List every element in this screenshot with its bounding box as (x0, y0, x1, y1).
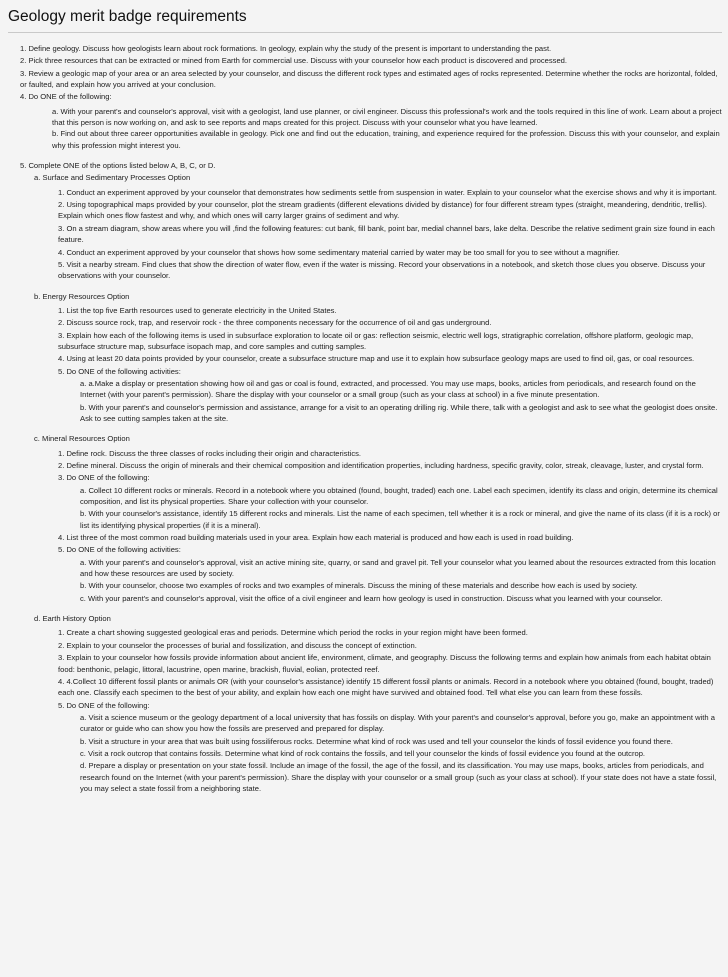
requirement-2: 2. Pick three resources that can be extracted or mined from Earth for commercial use. Discuss with your counselor how each product is discovered and processed. (20, 56, 568, 66)
page-title: Geology merit badge requirements (8, 8, 722, 33)
option-c-activity: a. With your parent's and counselor's approval, visit an active mining site, quarry, or sand and gravel pit. Tell your counselor what you learned about the resources extracted from this location and how these resources are used by society. (80, 557, 716, 579)
option-c-activity: b. With your counselor, choose two examples of rocks and two examples of minerals. Discuss the mining of these materials and describe how each is used by society. (80, 581, 638, 591)
requirement-3: 3. Review a geologic map of your area or an area selected by your counselor, and discuss the different rock types and estimated ages of rocks represented. Determine whether the rocks are horizontal, folded, or faulted, and explain how you arrived at your conclusion. (20, 68, 718, 90)
option-a-item: 1. Conduct an experiment approved by your counselor that demonstrates how sediments settle from suspension in water. Explain to your counselor what the exercise shows and why it is important. (58, 187, 717, 197)
option-d-activity: d. Prepare a display or presentation on your state fossil. Include an image of the fossil, the age of the fossil, and its classification. You may use maps, books, articles from periodicals, and research found on the Internet (with your parent's permission). Share the display with your counselor or a small group (such as your class at school). If your state does not have a state fossil, you may select a state fossil from a neighboring state. (80, 761, 717, 793)
option-b-activity: b. With your parent's and counselor's permission and assistance, arrange for a visit to an operating drilling rig. While there, talk with a geologist and ask to see what the geologist does onsite. Ask to see cutting samples taken at the site. (80, 402, 718, 423)
option-c-items (58, 448, 722, 604)
option-b-item: 3. Explain how each of the following items is used in subsurface exploration to locate oil or gas: reflection seismic, electric well logs, stratigraphic correlation, offshore platform, geologic map, subsurface structure map, subsurface isopach map, and core samples and cutting samples. (58, 330, 694, 351)
requirement-5: 5. Complete ONE of the options listed below A, B, C, or D. (20, 161, 216, 171)
option-c-item: 1. Define rock. Discuss the three classes of rocks including their origin and characteristics. (58, 448, 362, 458)
option-c-title: c. Mineral Resources Option (34, 434, 130, 444)
option-a-item: 5. Visit a nearby stream. Find clues that show the direction of water flow, even if the water is missing. Record your observations in a notebook, and sketch those clues you observe. Discuss your observations with your counselor. (58, 259, 706, 281)
option-d-activity: a. Visit a science museum or the geology department of a local university that has fossils on display. With your parent's and counselor's approval, before you go, make an appointment with a curator or guide who can show you how the fossils are preserved and prepared for display. (80, 712, 715, 734)
option-d-item: 5. Do ONE of the following: (58, 700, 150, 710)
option-a-item: 4. Conduct an experiment approved by your counselor that shows how some sedimentary material carried by water may be too small for you to see without a magnifier. (58, 247, 620, 257)
requirements-content (6, 43, 722, 794)
option-a-items (58, 187, 722, 282)
option-d-title: d. Earth History Option (34, 614, 111, 624)
option-d-activity: c. Visit a rock outcrop that contains fossils. Determine what kind of rock contains the fossils, and tell your counselor the kinds of fossil evidence you found at the outcrop. (80, 748, 646, 758)
option-c-item: 5. Do ONE of the following activities: (58, 545, 181, 555)
requirement-4-heading: 4. Do ONE of the following: (20, 92, 112, 102)
option-c-item: 3. Do ONE of the following: (58, 473, 150, 483)
option-d-item: 3. Explain to your counselor how fossils provide information about ancient life, environment, climate, and geography. Discuss the following terms and explain how animals from each habitat obtain food: benthonic, pelagic, littoral, lacustrine, open marine, brackish, fluvial, eolian, protected reef. (58, 653, 711, 674)
option-c-activity: a. Collect 10 different rocks or minerals. Record in a notebook where you obtained (found, bought, traded) each one. Label each specimen, identify its class and origin, determine its chemical composition, and list its physical properties. Share your collection with your counselor. (80, 485, 718, 507)
option-b-item: 4. Using at least 20 data points provided by your counselor, create a subsurface structure map and use it to explain how subsurface geology maps are used to find oil, gas, or coal resources. (58, 354, 695, 364)
option-a-item: 2. Using topographical maps provided by your counselor, plot the stream gradients (different elevations divided by distance) for four different stream types (straight, meandering, dendritic, trellis). Explain which ones flow fastest and why, and which ones will carry larger grains of sediment and why. (58, 200, 707, 221)
option-b-item: 5. Do ONE of the following activities: (58, 366, 181, 376)
requirement-4b: b. Find out about three career opportunities available in geology. Pick one and find out the education, training, and experience required for the profession. Discuss this with your counselor, and explain why this profession might interest you. (52, 129, 720, 150)
option-c-item: 2. Define mineral. Discuss the origin of minerals and their chemical composition and identification properties, including hardness, specific gravity, color, streak, cleavage, luster, and crystal form. (58, 461, 704, 470)
option-b-item: 1. List the top five Earth resources used to generate electricity in the United States. (58, 305, 337, 315)
option-d-activity: b. Visit a structure in your area that was built using fossiliferous rocks. Determine what kind of rock was used and tell your counselor the kinds of fossil evidence you found there. (80, 736, 673, 746)
option-d-item: 4. 4.Collect 10 different fossil plants or animals OR (with your counselor's assistance) identify 15 different fossil plants or animals. Record in a notebook where you obtained (found, bought, traded) each one. Classify each specimen to the best of your ability, and explain how each one might have survived and obtained food. Tell what else you can learn from these fossils. (58, 676, 714, 698)
requirement-4 (20, 91, 722, 151)
requirements-list (6, 43, 722, 171)
requirement-4a: a. With your parent's and counselor's approval, visit with a geologist, land use planner, or civil engineer. Discuss this professional's work and the tools required in this line of work. Learn about a project that this person is now working on, and ask to see reports and maps created for this project. Discuss with your counselor what you have learned. (52, 106, 722, 128)
option-d-items (58, 627, 722, 794)
option-b-activity: a. a.Make a display or presentation showing how oil and gas or coal is found, extracted, and processed. You may use maps, books, articles from periodicals, and research found on the Internet (with your parent's permission). Share the display with your counselor or a small group (such as your class at school) in a five minute presentation. (80, 378, 696, 400)
option-c-activity: c. With your parent's and counselor's approval, visit the office of a civil engineer and learn how geology is used in construction. Discuss what you learned with your counselor. (80, 593, 663, 603)
option-b-title: b. Energy Resources Option (34, 291, 130, 301)
option-b-item: 2. Discuss source rock, trap, and reservoir rock - the three components necessary for the occurrence of oil and gas underground. (58, 318, 492, 328)
requirement-1: 1. Define geology. Discuss how geologists learn about rock formations. In geology, explain why the study of the present is important to understanding the past. (20, 44, 552, 53)
option-c-item: 4. List three of the most common road building materials used in your area. Explain how each material is produced and how each is used in road building. (58, 533, 574, 543)
option-d-item: 2. Explain to your counselor the processes of burial and fossilization, and discuss the concept of extinction. (58, 640, 417, 650)
option-d-item: 1. Create a chart showing suggested geological eras and periods. Determine which period the rocks in your region might have been formed. (58, 628, 528, 638)
option-b-items (58, 305, 722, 424)
option-c-activity: b. With your counselor's assistance, identify 15 different rocks and minerals. List the name of each specimen, tell whether it is a rock or mineral, and give the name of its class (if it is a rock) or list its identifying physical properties (if it is a mineral). (80, 509, 720, 530)
option-a-title: a. Surface and Sedimentary Processes Option (34, 173, 191, 183)
option-a-item: 3. On a stream diagram, show areas where you will ,find the following features: cut bank, fill bank, point bar, medial channel bars, lake delta. Describe the relative sediment grain size found in each feature. (58, 223, 715, 245)
